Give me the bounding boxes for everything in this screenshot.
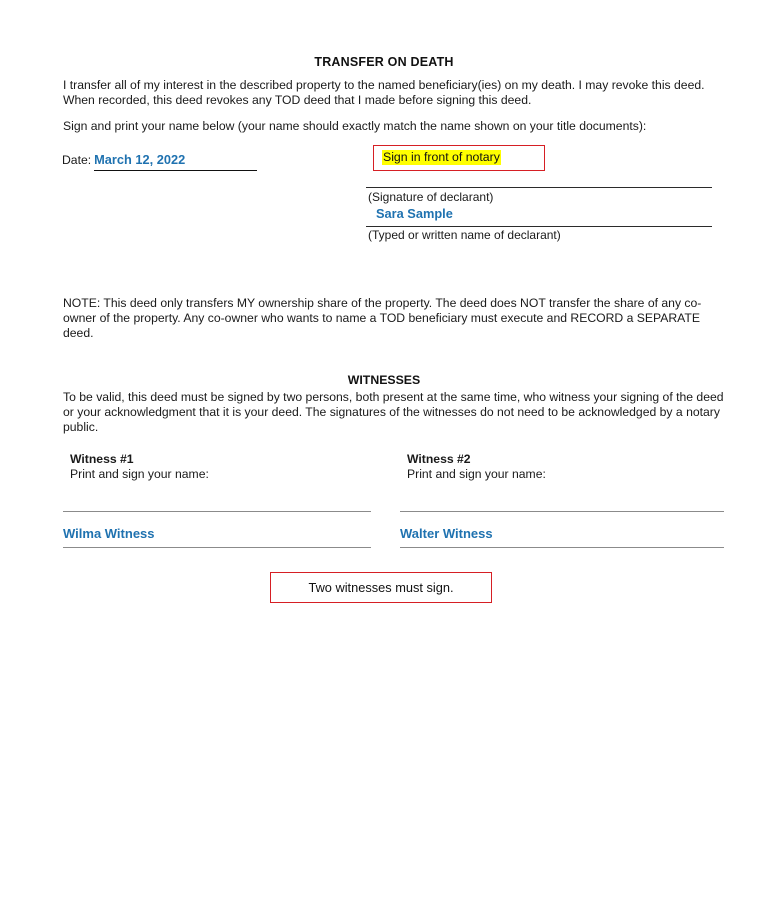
- date-input-underline[interactable]: [94, 151, 257, 171]
- date-value: March 12, 2022: [94, 152, 186, 167]
- date-field[interactable]: [62, 151, 257, 171]
- date-label: Date:: [62, 153, 92, 167]
- witness-1-heading: Witness #1: [70, 452, 134, 466]
- notary-callout-box: [373, 145, 545, 171]
- notary-callout-text: Sign in front of notary: [383, 150, 500, 164]
- witness-2-name: Walter Witness: [400, 526, 493, 541]
- witness-1-subheading: Print and sign your name:: [70, 467, 209, 481]
- declarant-name-line[interactable]: [366, 226, 712, 227]
- declarant-typed-name: Sara Sample: [376, 206, 453, 221]
- declarant-typed-name-caption: (Typed or written name of declarant): [368, 228, 561, 242]
- witness-2-signature-line[interactable]: [400, 511, 724, 512]
- declarant-signature-caption: (Signature of declarant): [368, 190, 494, 204]
- witnesses-paragraph: To be valid, this deed must be signed by two persons, both present at the same time, who witness your signing of the deed or your acknowledgment that it is your deed. The signatures of the witnesses do not need to be acknowledged by a notary public.: [63, 390, 724, 435]
- witness-1-print-line[interactable]: [63, 547, 371, 548]
- two-witnesses-callout-text: Two witnesses must sign.: [308, 580, 454, 595]
- witnesses-heading: WITNESSES: [347, 373, 421, 387]
- witness-2-heading: Witness #2: [407, 452, 471, 466]
- page-title: TRANSFER ON DEATH: [314, 55, 454, 69]
- witness-2-subheading: Print and sign your name:: [407, 467, 546, 481]
- declarant-signature-line[interactable]: [366, 187, 712, 188]
- instruction-line: Sign and print your name below (your name should exactly match the name shown on your title documents):: [63, 119, 647, 133]
- two-witnesses-callout-box: [270, 572, 492, 603]
- note-paragraph: NOTE: This deed only transfers MY ownership share of the property. The deed does NOT transfer the share of any co-owner of the property. Any co-owner who wants to name a TOD beneficiary must execute and RECORD a SEPARATE deed.: [63, 296, 702, 341]
- witness-1-name: Wilma Witness: [63, 526, 155, 541]
- witness-1-signature-line[interactable]: [63, 511, 371, 512]
- witness-2-print-line[interactable]: [400, 547, 724, 548]
- intro-paragraph: I transfer all of my interest in the described property to the named beneficiary(ies) on my death. I may revoke this deed. When recorded, this deed revokes any TOD deed that I made before signing this deed.: [63, 78, 705, 108]
